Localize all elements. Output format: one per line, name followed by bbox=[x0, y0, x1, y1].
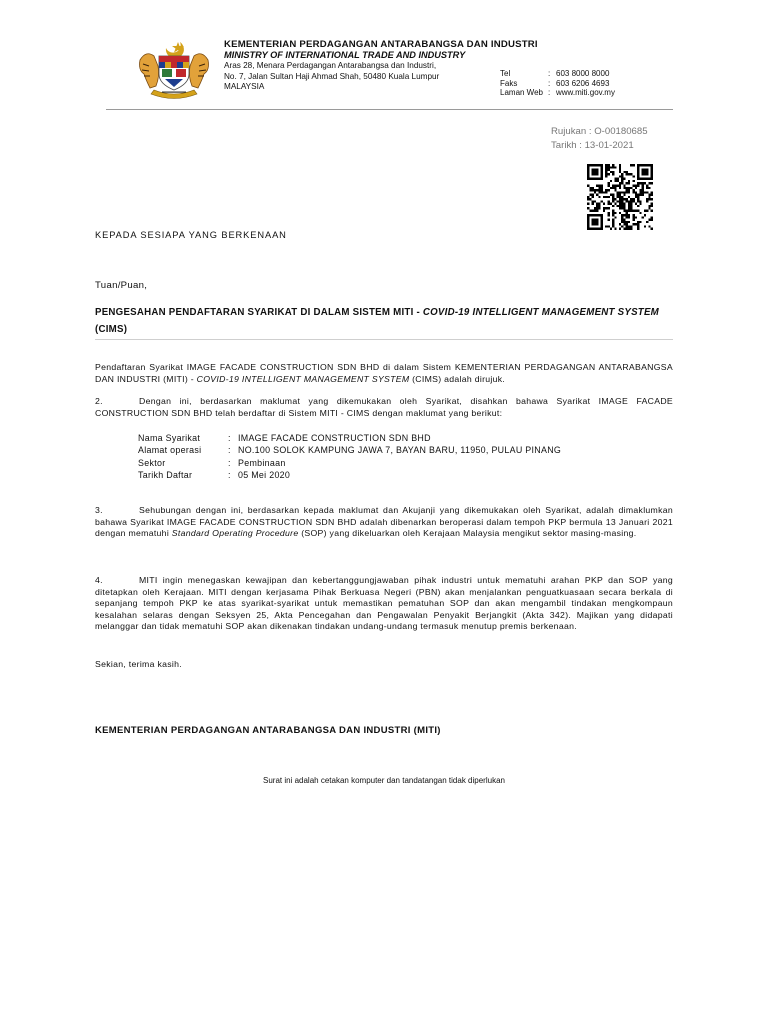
contact-colon: : bbox=[548, 69, 551, 78]
reference-block bbox=[551, 125, 648, 152]
contact-row-fax bbox=[500, 79, 615, 89]
qr-code-icon bbox=[585, 164, 655, 230]
company-details bbox=[138, 432, 561, 482]
detail-value: 05 Mei 2020 bbox=[238, 470, 291, 481]
p3-prefix: Sehubungan dengan ini, berdasarkan kepada maklumat dan Akujanji yang dikemukakan oleh Syarikat, adalah dimaklumkan bahawa Syarikat IMAGE FACADE CONSTRUCTION SDN BHD adalah dibenarkan beroperasi dalam tempoh PKP bermula 13 Januari 2021 dengan mematuhi bbox=[95, 505, 673, 539]
letter-subject bbox=[95, 305, 673, 338]
recipient-line: KEPADA SESIAPA YANG BERKENAAN bbox=[95, 230, 287, 240]
footer-note: Surat ini adalah cetakan komputer dan tandatangan tidak diperlukan bbox=[263, 776, 505, 785]
signatory: KEMENTERIAN PERDAGANGAN ANTARABANGSA DAN INDUSTRI (MITI) bbox=[95, 725, 441, 736]
paragraph-3 bbox=[95, 505, 673, 540]
detail-colon: : bbox=[228, 433, 231, 443]
contact-colon: : bbox=[548, 78, 551, 88]
detail-row bbox=[138, 457, 561, 469]
header-divider bbox=[106, 109, 673, 110]
detail-row bbox=[138, 444, 561, 456]
contact-row-web bbox=[500, 88, 615, 98]
ministry-name-english: MINISTRY OF INTERNATIONAL TRADE AND INDUSTRY bbox=[224, 50, 466, 60]
reference-date: Tarikh : 13-01-2021 bbox=[551, 139, 634, 151]
detail-value: Pembinaan bbox=[238, 457, 286, 468]
coat-of-arms-icon bbox=[132, 38, 216, 100]
detail-value: NO.100 SOLOK KAMPUNG JAWA 7, BAYAN BARU, 11950, PULAU PINANG bbox=[238, 445, 562, 456]
closing-remark: Sekian, terima kasih. bbox=[95, 659, 182, 669]
p3-italic: Standard Operating Procedure bbox=[171, 528, 299, 539]
subject-divider bbox=[95, 339, 673, 340]
detail-colon: : bbox=[228, 445, 231, 456]
address-line: MALAYSIA bbox=[224, 82, 265, 91]
detail-value: IMAGE FACADE CONSTRUCTION SDN BHD bbox=[238, 433, 431, 443]
detail-label: Sektor bbox=[138, 457, 166, 468]
p2-text: Dengan ini, berdasarkan maklumat yang dikemukakan oleh Syarikat, disahkan bahawa Syarikat IMAGE FACADE CONSTRUCTION SDN BHD telah berdaftar di Sistem MITI - CIMS dengan maklumat yang berikut: bbox=[95, 396, 673, 418]
contact-colon: : bbox=[548, 88, 551, 98]
address-line: Aras 28, Menara Perdagangan Antarabangsa dan Industri, bbox=[224, 61, 437, 70]
contact-value: 603 8000 8000 bbox=[556, 69, 610, 78]
contact-label: Tel bbox=[500, 69, 511, 78]
detail-colon: : bbox=[228, 457, 231, 468]
contact-row-tel bbox=[500, 69, 615, 79]
detail-row bbox=[138, 469, 561, 481]
subject-italic: COVID-19 INTELLIGENT MANAGEMENT SYSTEM bbox=[422, 307, 659, 318]
ministry-address bbox=[224, 61, 456, 93]
detail-colon: : bbox=[228, 470, 231, 481]
p3-suffix: (SOP) yang dikeluarkan oleh Kerajaan Malaysia mengikut sektor masing-masing. bbox=[298, 528, 637, 539]
p3-number: 3. bbox=[95, 505, 103, 515]
p1-prefix: Pendaftaran Syarikat IMAGE FACADE CONSTRUCTION SDN BHD di dalam Sistem KEMENTERIAN PERDAGANGAN ANTARABANGSA DAN INDUSTRI (MITI) - bbox=[95, 362, 673, 384]
salutation: Tuan/Puan, bbox=[95, 280, 148, 291]
subject-suffix: (CIMS) bbox=[95, 323, 128, 335]
p1-italic: COVID-19 INTELLIGENT MANAGEMENT SYSTEM bbox=[196, 373, 410, 384]
address-line: No. 7, Jalan Sultan Haji Ahmad Shah, 50480 Kuala Lumpur bbox=[224, 71, 440, 81]
detail-label: Nama Syarikat bbox=[138, 433, 201, 443]
ministry-name-malay: KEMENTERIAN PERDAGANGAN ANTARABANGSA DAN INDUSTRI bbox=[224, 39, 538, 50]
reference-number: Rujukan : O-00180685 bbox=[551, 126, 648, 137]
contact-value: 603 6206 4693 bbox=[556, 78, 610, 88]
p1-suffix: (CIMS) adalah dirujuk. bbox=[409, 373, 506, 384]
p4-text: MITI ingin menegaskan kewajipan dan kebertanggungjawaban pihak industri untuk mematuhi arahan PKP dan SOP yang ditetapkan oleh Kerajaan. MITI dengan kerjasama Pihak Berkuasa Negeri (PBN) akan menjalankan penguatkuasaan secara berkala di sepanjang tempoh PKP ke atas syarikat-syarikat untuk memastikan pematuhan SOP dan akan mengambil tindakan mengkompaun kesalahan selaras dengan Seksyen 25, Akta Pencegahan dan Pengawalan Penyakit Berjangkit (Akta 342). Majikan yang didapati melanggar dan tidak mematuhi SOP akan dikenakan tindakan undang-undang termasuk menutup premis berkenaan. bbox=[95, 575, 673, 632]
detail-label: Tarikh Daftar bbox=[138, 470, 193, 481]
p4-number: 4. bbox=[95, 575, 103, 585]
detail-row bbox=[138, 432, 561, 444]
paragraph-2 bbox=[95, 396, 673, 419]
detail-label: Alamat operasi bbox=[138, 445, 202, 456]
contact-label: Faks bbox=[500, 78, 518, 88]
contact-label: Laman Web bbox=[500, 88, 543, 98]
contact-value: www.miti.gov.my bbox=[556, 88, 615, 98]
subject-prefix: PENGESAHAN PENDAFTARAN SYARIKAT DI DALAM SISTEM MITI - bbox=[95, 307, 423, 318]
contact-block bbox=[500, 69, 615, 98]
paragraph-1 bbox=[95, 362, 673, 385]
paragraph-4 bbox=[95, 575, 673, 633]
p2-number: 2. bbox=[95, 396, 103, 406]
